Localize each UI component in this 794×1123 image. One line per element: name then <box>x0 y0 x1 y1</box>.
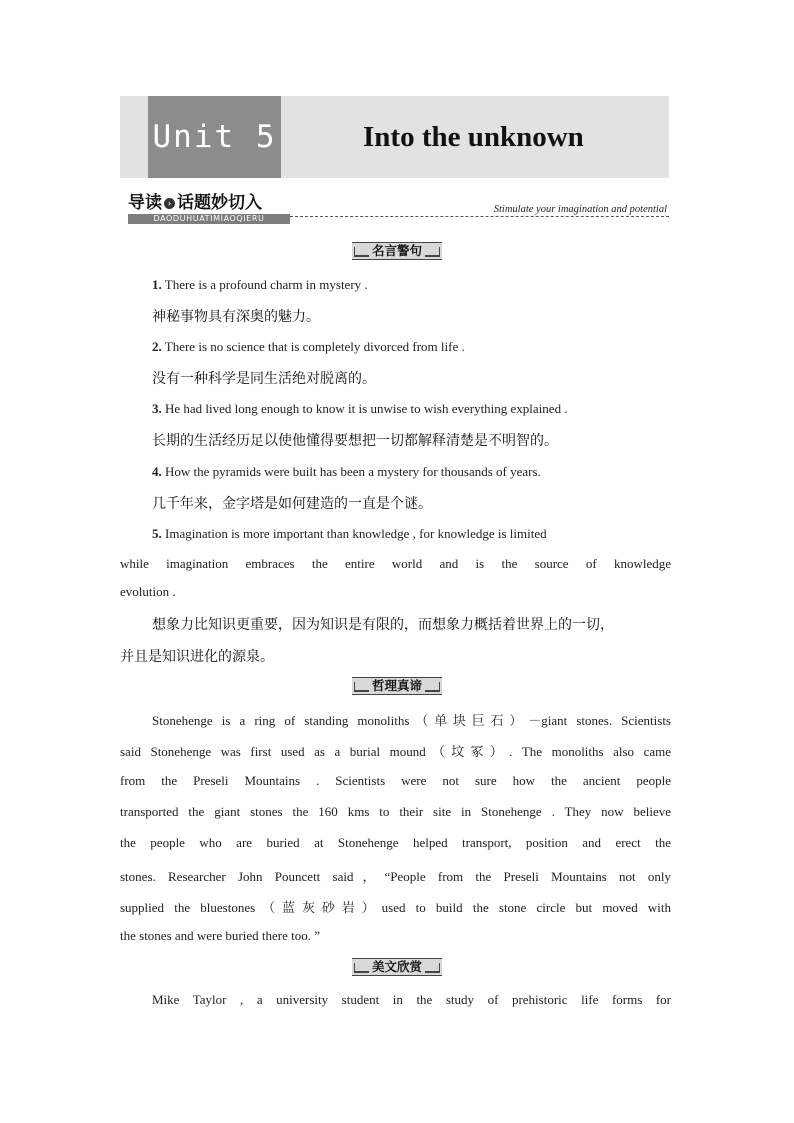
quote-5-cn-line1: 想象力比知识更重要，因为知识是有限的，而想象力概括着世界上的一切， <box>152 617 614 633</box>
paragraph-line: said Stonehenge was first used as a burial mound（坟冢）. The monoliths also came <box>120 744 671 759</box>
unit-number: Unit 5 <box>148 96 281 178</box>
quote-4-en: 4. How the pyramids were built has been a mystery for thousands of years. <box>152 464 541 479</box>
guide-title-sub: 话题妙切入 <box>177 193 262 213</box>
quote-1-en: 1. There is a profound charm in mystery . <box>152 277 368 292</box>
paragraph-line: from the Preseli Mountains . Scientists were not sure how the ancient people <box>120 773 671 788</box>
guide-header <box>128 192 669 228</box>
quote-5-cn-line2: 并且是知识进化的源泉。 <box>120 649 274 665</box>
guide-note: Stimulate your imagination and potential <box>493 204 667 215</box>
paragraph-line: the stones and were buried there too. ” <box>120 928 320 943</box>
quote-5-en-line2: while imagination embraces the entire world and is the source of knowledge <box>120 556 671 571</box>
section-label: 哲理真谛 <box>352 677 442 695</box>
bullet-icon: › <box>164 198 175 209</box>
quote-3-cn: 长期的生活经历足以使他懂得要想把一切都解释清楚是不明智的。 <box>152 433 558 449</box>
quote-3-en: 3. He had lived long enough to know it is unwise to wish everything explained . <box>152 401 568 416</box>
quote-1-cn: 神秘事物具有深奥的魅力。 <box>152 309 320 325</box>
section-label: 美文欣赏 <box>352 958 442 976</box>
section-heading-essay <box>0 958 794 978</box>
paragraph-line: Mike Taylor , a university student in the study of prehistoric life forms for <box>152 992 671 1007</box>
section-label: 名言警句 <box>352 242 442 260</box>
section-heading-quotes <box>0 242 794 262</box>
section-heading-philosophy <box>0 677 794 697</box>
quote-4-cn: 几千年来，金字塔是如何建造的一直是个谜。 <box>152 496 432 512</box>
guide-title <box>128 192 262 214</box>
dashed-divider <box>290 216 669 217</box>
guide-pinyin: DAODUHUATIMIAOQIERU <box>128 214 290 224</box>
unit-title: Into the unknown <box>363 121 584 153</box>
quote-2-en: 2. There is no science that is completely divorced from life . <box>152 339 465 354</box>
quote-5-en-line1: 5. Imagination is more important than knowledge , for knowledge is limited <box>152 526 547 541</box>
quote-2-cn: 没有一种科学是同生活绝对脱离的。 <box>152 371 376 387</box>
quote-5-en-line3: evolution . <box>120 584 176 599</box>
paragraph-line: Stonehenge is a ring of standing monoliths（单块巨石）－giant stones. Scientists <box>152 713 671 728</box>
paragraph-line: stones. Researcher John Pouncett said，“People from the Preseli Mountains not only <box>120 869 671 884</box>
paragraph-line: supplied the bluestones（蓝灰砂岩）used to build the stone circle but moved with <box>120 900 671 915</box>
paragraph-line: the people who are buried at Stonehenge helped transport, position and erect the <box>120 835 671 850</box>
paragraph-line: transported the giant stones the 160 kms to their site in Stonehenge . They now believe <box>120 804 671 819</box>
unit-banner <box>120 96 669 178</box>
guide-title-main: 导读 <box>128 193 162 213</box>
